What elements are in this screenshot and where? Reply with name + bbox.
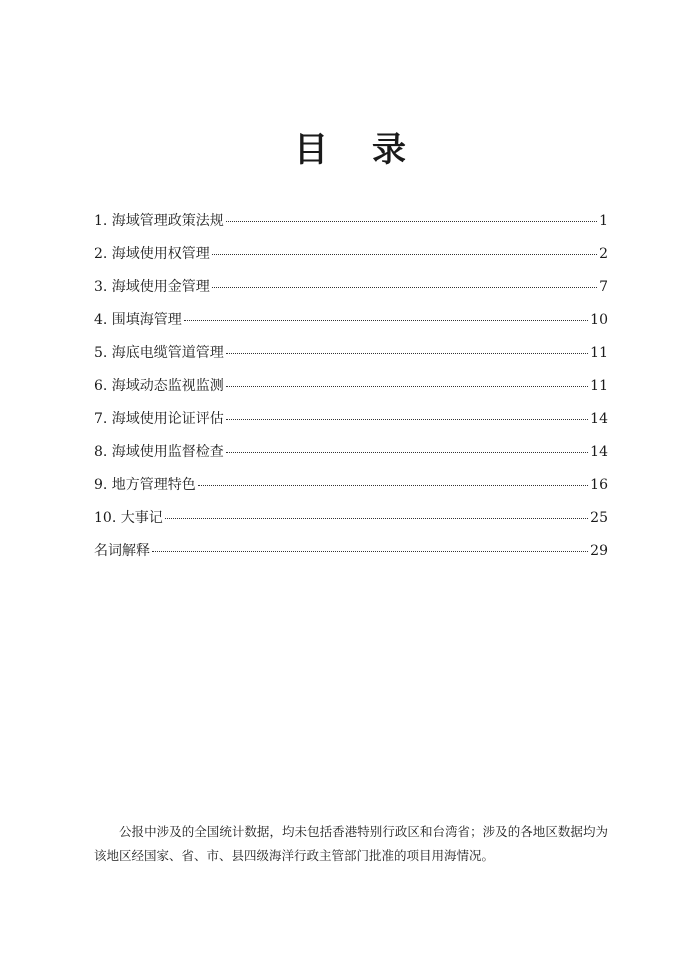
toc-entry-label: 7. 海域使用论证评估 bbox=[94, 411, 224, 427]
toc-entry-label: 5. 海底电缆管道管理 bbox=[94, 345, 224, 361]
toc-leader-dots bbox=[226, 221, 597, 222]
title-char-2: 录 bbox=[372, 130, 406, 170]
toc-entry-page: 14 bbox=[590, 411, 608, 427]
toc-leader-dots bbox=[212, 287, 597, 288]
toc-entry-page: 29 bbox=[590, 543, 608, 559]
toc-entry-page: 25 bbox=[590, 510, 608, 526]
toc-leader-dots bbox=[226, 353, 588, 354]
page-title bbox=[0, 128, 700, 172]
title-char-1: 目 bbox=[294, 130, 328, 170]
toc-leader-dots bbox=[212, 254, 597, 255]
toc-entry-page: 10 bbox=[590, 312, 608, 328]
toc-entry-page: 2 bbox=[599, 246, 608, 262]
toc-entry-5[interactable] bbox=[94, 338, 608, 371]
toc-entry-page: 14 bbox=[590, 444, 608, 460]
toc-entry-label: 名词解释 bbox=[94, 543, 150, 559]
toc-entry-6[interactable] bbox=[94, 371, 608, 404]
toc-entry-page: 1 bbox=[599, 213, 608, 229]
toc-entry-label: 10. 大事记 bbox=[94, 510, 163, 526]
toc-leader-dots bbox=[226, 452, 588, 453]
toc-entry-1[interactable] bbox=[94, 206, 608, 239]
toc-leader-dots bbox=[152, 551, 588, 552]
toc-entry-label: 9. 地方管理特色 bbox=[94, 477, 196, 493]
toc-entry-label: 6. 海域动态监视监测 bbox=[94, 378, 224, 394]
toc-entry-page: 7 bbox=[599, 279, 608, 295]
toc-entry-2[interactable] bbox=[94, 239, 608, 272]
toc-entry-page: 11 bbox=[590, 378, 608, 394]
toc-entry-4[interactable] bbox=[94, 305, 608, 338]
toc-entry-10[interactable] bbox=[94, 503, 608, 536]
toc-entry-label: 1. 海域管理政策法规 bbox=[94, 213, 224, 229]
toc-entry-9[interactable] bbox=[94, 470, 608, 503]
toc-entry-7[interactable] bbox=[94, 404, 608, 437]
toc-entry-page: 16 bbox=[590, 477, 608, 493]
toc-leader-dots bbox=[198, 485, 588, 486]
toc-entry-3[interactable] bbox=[94, 272, 608, 305]
toc-leader-dots bbox=[226, 419, 588, 420]
toc-leader-dots bbox=[226, 386, 588, 387]
toc-entry-label: 2. 海域使用权管理 bbox=[94, 246, 210, 262]
toc-leader-dots bbox=[165, 518, 588, 519]
toc-entry-label: 4. 围填海管理 bbox=[94, 312, 182, 328]
toc-leader-dots bbox=[184, 320, 588, 321]
toc-entry-label: 3. 海域使用金管理 bbox=[94, 279, 210, 295]
toc-entry-page: 11 bbox=[590, 345, 608, 361]
footnote-text: 公报中涉及的全国统计数据，均未包括香港特别行政区和台湾省；涉及的各地区数据均为该地区经国家、省、市、县四级海洋行政主管部门批准的项目用海情况。 bbox=[94, 824, 608, 863]
toc-entry-label: 8. 海域使用监督检查 bbox=[94, 444, 224, 460]
table-of-contents bbox=[94, 206, 608, 569]
toc-entry-11[interactable] bbox=[94, 536, 608, 569]
toc-entry-8[interactable] bbox=[94, 437, 608, 470]
